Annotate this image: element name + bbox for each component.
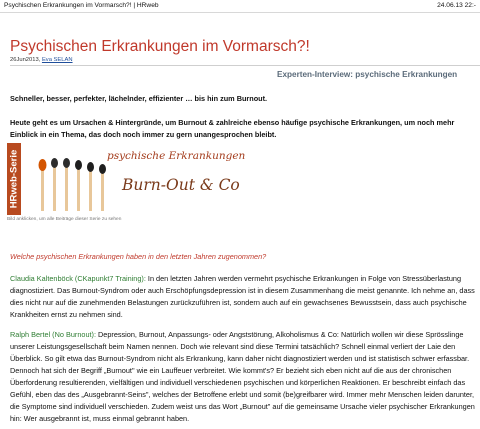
answer-text-1: In den letzten Jahren werden vermehrt psychische Erkrankungen in Folge von Stressüberlastung diagnostiziert. Das Burnout-Syndrom oder auch Erschöpfungsdepression ist in diesem Zusammenhang die meist genannte. Ich nehme an, dass dies nicht nur auf die zunehmenden Belastungen zurückzuführen ist, sondern auch auf ein gewachsenes Bewusstsein, dass auch psychische Krankheiten ernst zu nehmen sind.: [10, 274, 475, 319]
meta-divider: [10, 65, 480, 66]
banner-vertical-label: HRweb-Serie: [7, 143, 21, 215]
banner-subtitle: psychische Erkrankungen: [107, 150, 246, 162]
interview-question: Welche psychischen Erkrankungen haben in den letzten Jahren zugenommen?: [10, 252, 267, 261]
speaker-link-1[interactable]: Claudia Kaltenböck (CKapunkt7 Training):: [10, 274, 146, 283]
lead-line-2: Heute geht es um Ursachen & Hintergründe, um Burnout & zahlreiche ebenso häufige psychische Erkrankungen, um noch mehr Einblick in ein Thema, das doch noch immer zu gern unangesprochen bleibt.: [10, 118, 455, 139]
page-title-header: Psychischen Erkrankungen im Vormarsch?! | HRweb: [4, 2, 159, 9]
article-meta: [10, 57, 73, 63]
banner-caption: Bild anklicken, um alle Beiträge dieser Serie zu sehen: [7, 217, 122, 222]
answer-text-2: Depression, Burnout, Anpassungs- oder Angststörung, Alkoholismus & Co: Natürlich wollen wir diese Sprösslinge unserer Leistungsgesellschaft beim Namen nennen. Doch wie relevant sind diese Termini tatsächlich? Schnell einmal verliert der Laie den Überblick. So gilt etwa das Burnout-Syndrom nicht als Erkrankung, kann daher nicht diagnostiziert werden und ist statistisch schwer erfassbar. Dennoch hat sich der Begriff „Burnout" wie ein Lauffeuer verbreitet. Wie kommt's? Er bezieht sich eben nicht auf die aus der chronischen Überforderung resultierenden, vielfältigen und individuell verschiedenen psychischen und körperlichen Reaktionen. Er beschreibt einfach das Gefühl, eben das des „Ausgebrannt-Seins", welches der Betroffene erlebt und somit (be)greifbarer wird. Immer mehr Menschen leiden darunter, die Symptome sind individuell verschieden. Zudem weist uns das Wort „Burnout" auf die gemeinsame Ursache vieler psychischer Erkrankungen hin: Wer ausgebrannt ist, muss einmal gebrannt haben.: [10, 330, 475, 423]
browser-print-header: [0, 0, 480, 13]
print-timestamp: 24.06.13 22:-: [437, 2, 476, 9]
banner-title: Burn-Out & Co: [122, 176, 240, 194]
article-title: Psychischen Erkrankungen im Vormarsch?!: [10, 38, 310, 55]
lead-line-1: Schneller, besser, perfekter, lächelnder, effizienter … bis hin zum Burnout.: [10, 94, 268, 103]
speaker-link-2[interactable]: Ralph Bertel (No Burnout):: [10, 330, 96, 339]
author-link[interactable]: Eva SELAN: [41, 57, 73, 63]
article-subtitle: Experten-Interview: psychische Erkrankungen: [277, 70, 458, 79]
series-banner[interactable]: [7, 143, 263, 215]
article-date: 26Jun2013,: [10, 57, 41, 63]
answer-paragraph-1: [10, 273, 478, 321]
answer-paragraph-2: [10, 329, 478, 425]
